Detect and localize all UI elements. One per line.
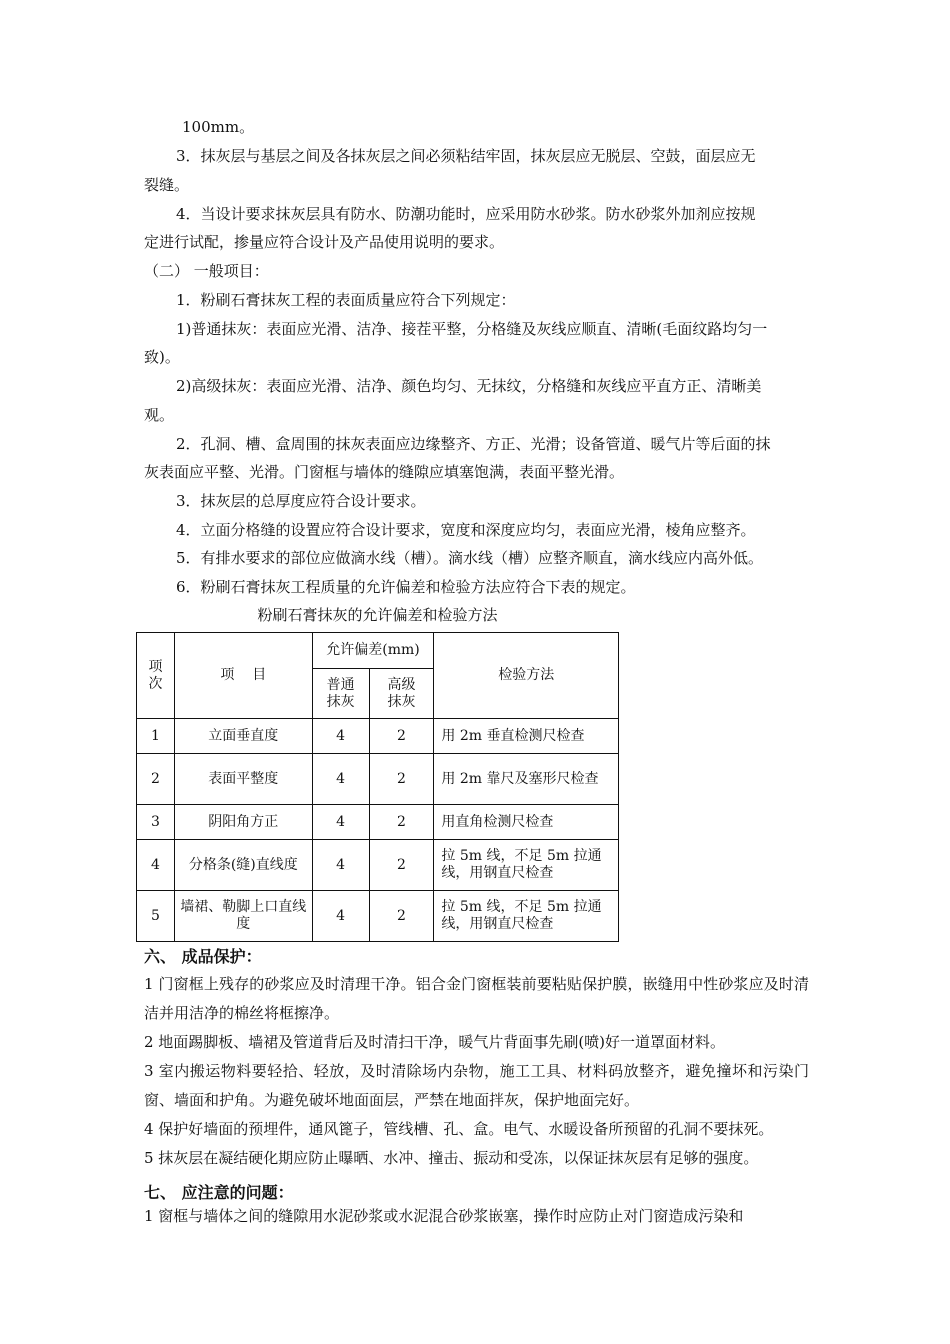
row-method: 用 2m 靠尺及塞形尺检查 bbox=[434, 754, 619, 805]
section-6-title: 六、 成品保护： bbox=[144, 947, 262, 966]
row-normal: 4 bbox=[312, 754, 369, 805]
section-6-paragraph-1: 1 门窗框上残存的砂浆应及时清理干净。铝合金门窗框装前要粘贴保护膜，嵌缝用中性砂浆应及时清洁并用洁净的棉丝将框擦净。 bbox=[144, 975, 809, 1022]
row-advanced: 2 bbox=[369, 891, 434, 942]
general-item-1a-line-1: 1)普通抹灰：表面应光滑、洁净、接茬平整，分格缝及灰线应顺直、清晰(毛面纹路均匀一 bbox=[176, 320, 768, 338]
row-advanced: 2 bbox=[369, 805, 434, 840]
row-item: 立面垂直度 bbox=[174, 719, 312, 754]
item-3-line-2: 裂缝。 bbox=[144, 176, 190, 194]
row-advanced: 2 bbox=[369, 840, 434, 891]
header-normal: 普通 抹灰 bbox=[312, 669, 369, 719]
row-normal: 4 bbox=[312, 805, 369, 840]
row-method: 用直角检测尺检查 bbox=[434, 805, 619, 840]
row-no: 2 bbox=[137, 754, 175, 805]
row-advanced: 2 bbox=[369, 754, 434, 805]
table-row bbox=[137, 840, 619, 891]
general-item-1b-line-2: 观。 bbox=[144, 406, 175, 424]
row-no: 4 bbox=[137, 840, 175, 891]
general-item-6: 6．粉刷石膏抹灰工程质量的允许偏差和检验方法应符合下表的规定。 bbox=[176, 578, 636, 596]
general-item-1a-line-2: 致)。 bbox=[144, 348, 180, 366]
general-items-title: （二） 一般项目： bbox=[144, 262, 269, 280]
row-item: 阴阳角方正 bbox=[174, 805, 312, 840]
table-row bbox=[137, 754, 619, 805]
item-4-line-1: 4．当设计要求抹灰层具有防水、防潮功能时，应采用防水砂浆。防水砂浆外加剂应按规 bbox=[176, 205, 756, 223]
row-item: 分格条(缝)直线度 bbox=[174, 840, 312, 891]
row-normal: 4 bbox=[312, 891, 369, 942]
continuation-line: 100mm。 bbox=[182, 118, 255, 136]
table-row bbox=[137, 891, 619, 942]
row-advanced: 2 bbox=[369, 719, 434, 754]
row-no: 5 bbox=[137, 891, 175, 942]
section-7-title: 七、 应注意的问题： bbox=[144, 1183, 294, 1202]
row-normal: 4 bbox=[312, 719, 369, 754]
header-item: 项 目 bbox=[174, 633, 312, 719]
general-item-1b-line-1: 2)高级抹灰：表面应光滑、洁净、颜色均匀、无抹纹，分格缝和灰线应平直方正、清晰美 bbox=[176, 377, 762, 395]
row-item: 墙裙、勒脚上口直线度 bbox=[174, 891, 312, 942]
section-6-paragraph-2: 2 地面踢脚板、墙裙及管道背后及时清扫干净，暖气片背面事先刷(喷)好一道罩面材料。 bbox=[144, 1033, 726, 1051]
general-item-4: 4．立面分格缝的设置应符合设计要求，宽度和深度应均匀，表面应光滑，棱角应整齐。 bbox=[176, 521, 756, 539]
section-7-paragraph-1: 1 窗框与墙体之间的缝隙用水泥砂浆或水泥混合砂浆嵌塞，操作时应防止对门窗造成污染和 bbox=[144, 1207, 744, 1225]
table-caption: 粉刷石膏抹灰的允许偏差和检验方法 bbox=[257, 606, 498, 624]
header-method: 检验方法 bbox=[434, 633, 619, 719]
general-item-1: 1．粉刷石膏抹灰工程的表面质量应符合下列规定： bbox=[176, 291, 516, 309]
row-method: 用 2m 垂直检测尺检查 bbox=[434, 719, 619, 754]
row-no: 1 bbox=[137, 719, 175, 754]
section-6-paragraph-4: 4 保护好墙面的预埋件，通风篦子，管线槽、孔、盒。电气、水暖设备所预留的孔洞不要抹死。 bbox=[144, 1120, 774, 1138]
header-advanced: 高级 抹灰 bbox=[369, 669, 434, 719]
section-6-paragraph-3: 3 室内搬运物料要轻拾、轻放，及时清除场内杂物，施工工具、材料码放整齐，避免撞坏和污染门窗、墙面和护角。为避免破坏地面面层，严禁在地面拌灰，保护地面完好。 bbox=[144, 1062, 809, 1109]
section-6-paragraph-5: 5 抹灰层在凝结硬化期应防止曝晒、水冲、撞击、振动和受冻，以保证抹灰层有足够的强度。 bbox=[144, 1149, 759, 1167]
row-method: 拉 5m 线，不足 5m 拉通线，用钢直尺检查 bbox=[434, 840, 619, 891]
row-item: 表面平整度 bbox=[174, 754, 312, 805]
row-no: 3 bbox=[137, 805, 175, 840]
item-4-line-2: 定进行试配，掺量应符合设计及产品使用说明的要求。 bbox=[144, 233, 505, 251]
general-item-2-line-1: 2．孔洞、槽、盒周围的抹灰表面应边缘整齐、方正、光滑；设备管道、暖气片等后面的抹 bbox=[176, 435, 771, 453]
tolerance-table bbox=[136, 632, 619, 942]
row-method: 拉 5m 线，不足 5m 拉通线，用钢直尺检查 bbox=[434, 891, 619, 942]
row-normal: 4 bbox=[312, 840, 369, 891]
table-row bbox=[137, 805, 619, 840]
header-index: 项 次 bbox=[137, 633, 175, 719]
header-tolerance: 允许偏差(mm) bbox=[312, 633, 434, 669]
table-row bbox=[137, 719, 619, 754]
general-item-2-line-2: 灰表面应平整、光滑。门窗框与墙体的缝隙应填塞饱满，表面平整光滑。 bbox=[144, 463, 625, 481]
item-3-line-1: 3．抹灰层与基层之间及各抹灰层之间必须粘结牢固，抹灰层应无脱层、空鼓，面层应无 bbox=[176, 147, 756, 165]
general-item-3: 3．抹灰层的总厚度应符合设计要求。 bbox=[176, 492, 426, 510]
general-item-5: 5．有排水要求的部位应做滴水线（槽）。滴水线（槽）应整齐顺直，滴水线应内高外低。 bbox=[176, 549, 764, 567]
